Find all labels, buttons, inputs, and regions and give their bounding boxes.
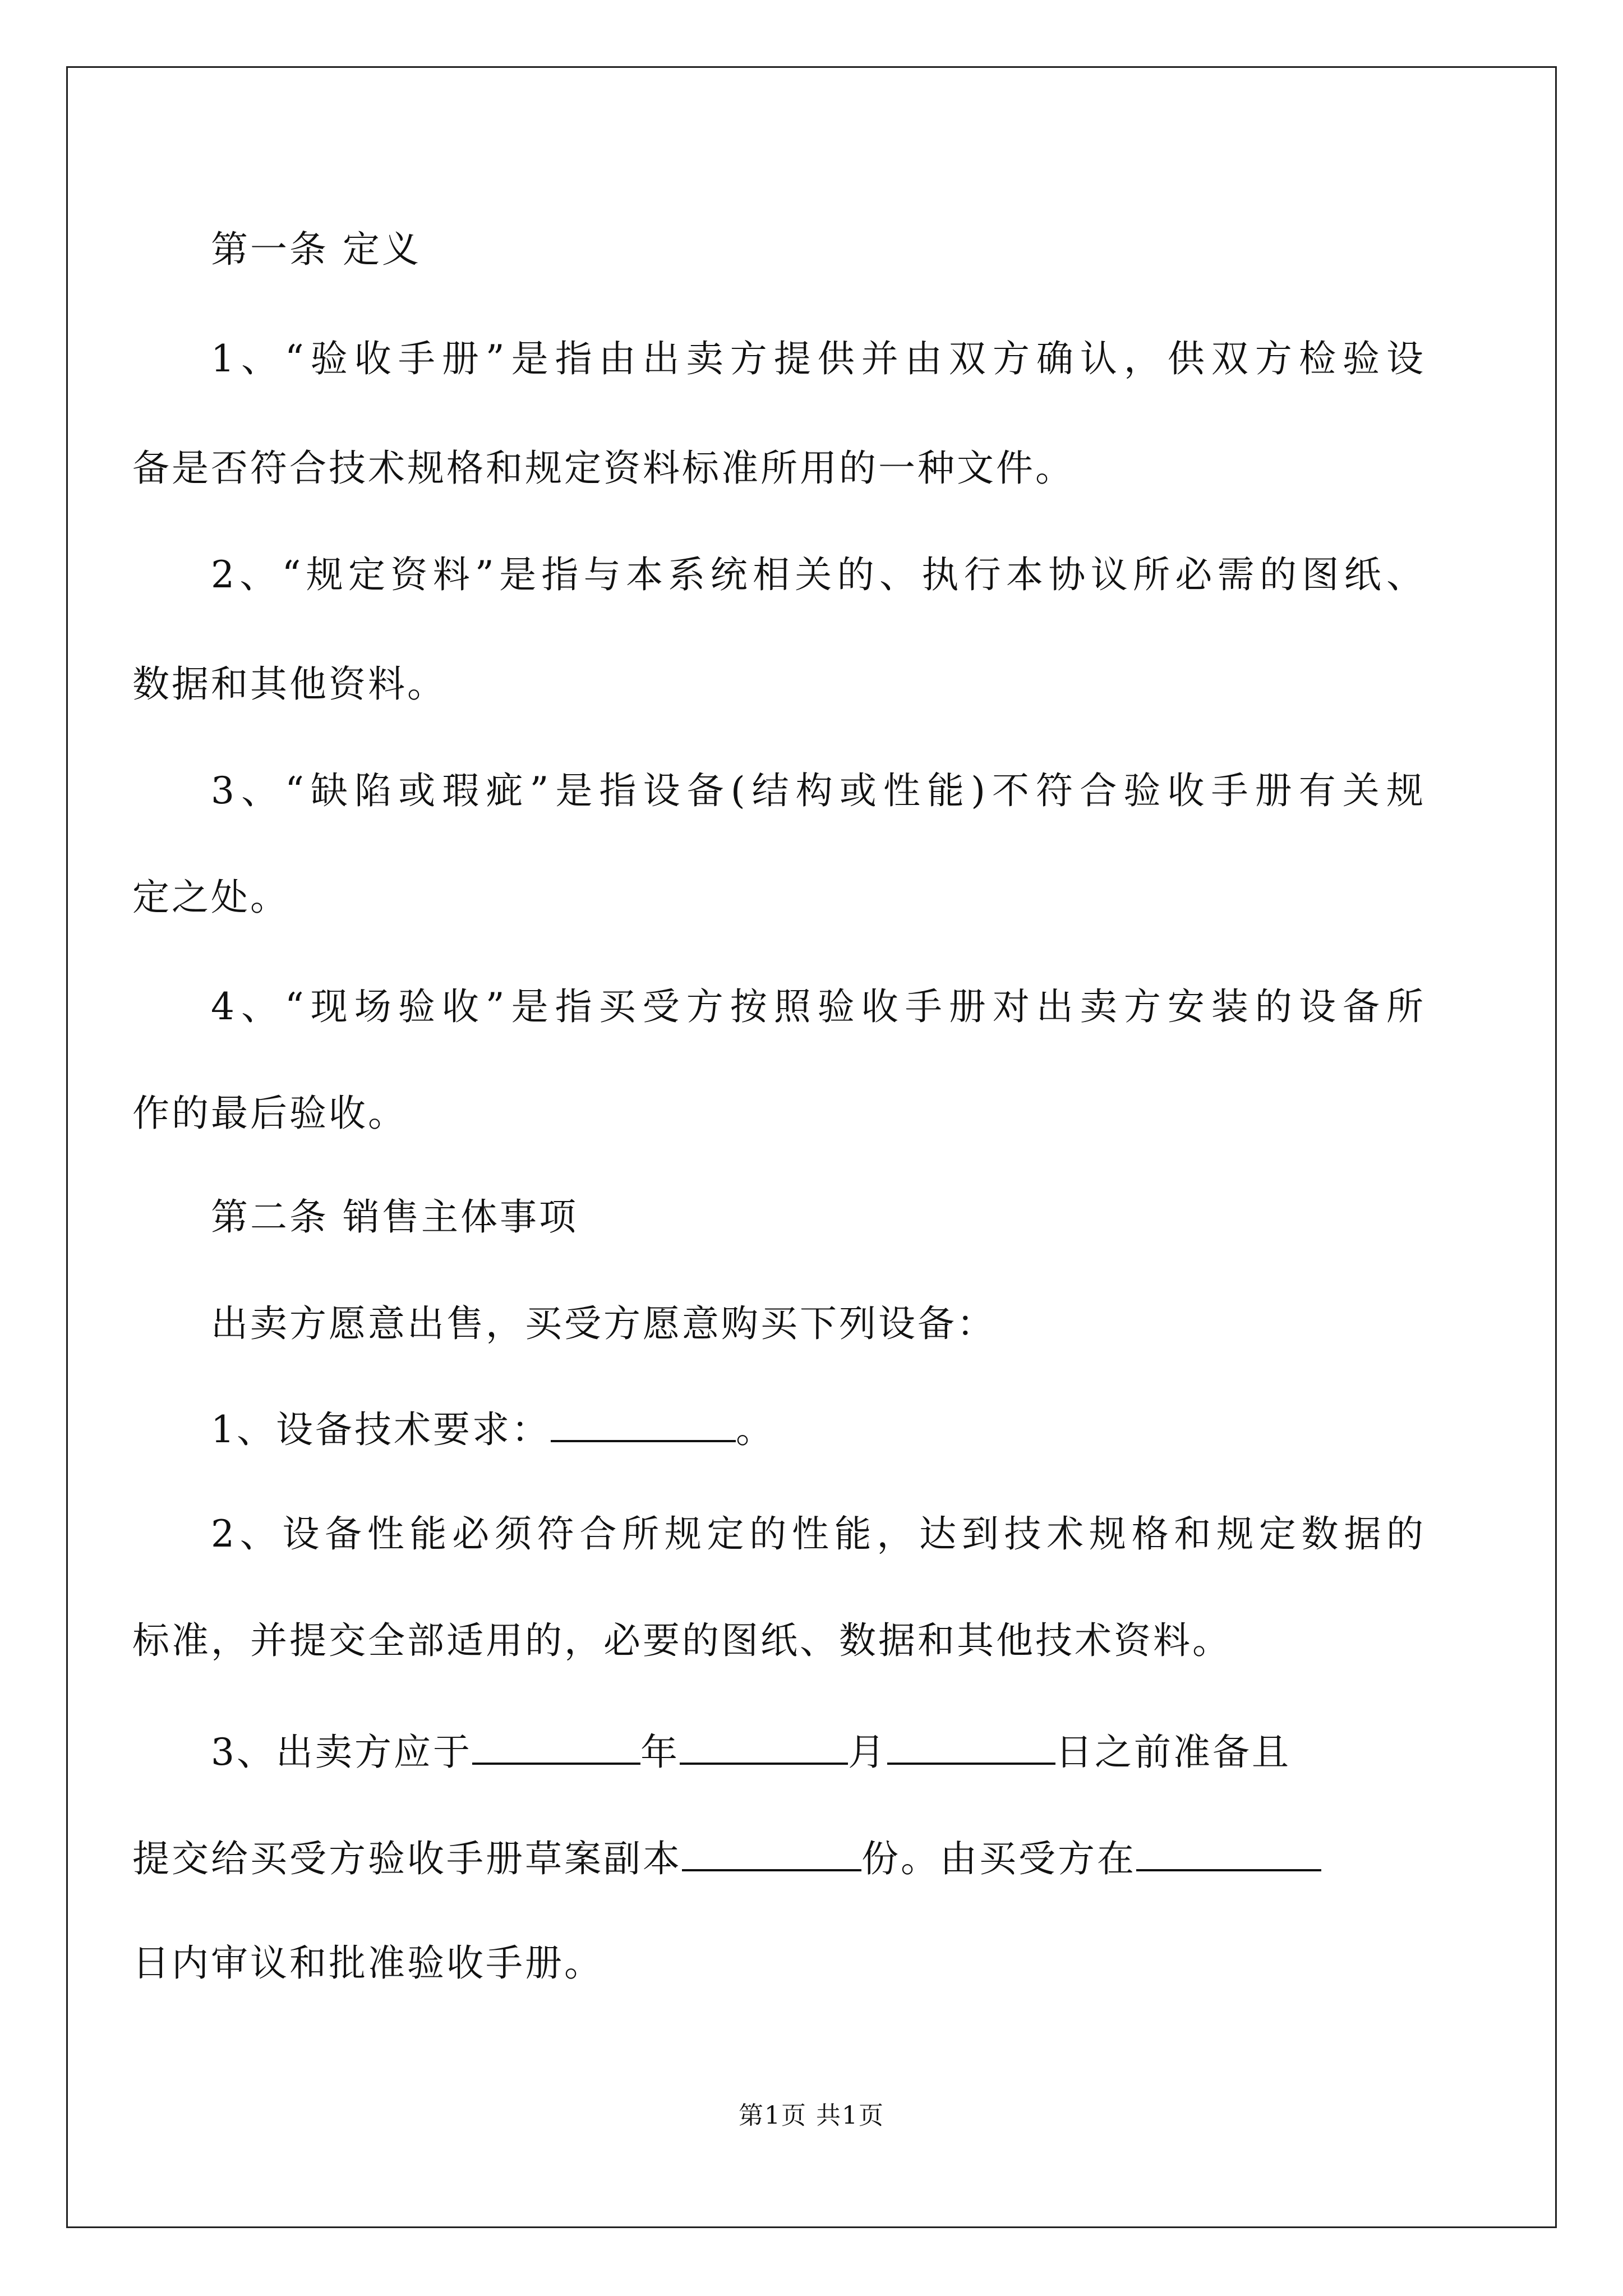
copies-fill-blank[interactable]: [682, 1834, 861, 1871]
article-1-item-4-line-2: 作的最后验收。: [132, 1092, 407, 1135]
page-number-footer: 第1页 共1页: [739, 2101, 884, 2130]
item-3-line-2-text-a: 提交给买受方验收手册草案副本: [132, 1837, 682, 1880]
article-1-item-3-line-2: 定之处。: [132, 876, 289, 919]
days-fill-blank[interactable]: [1136, 1834, 1321, 1871]
article-2-item-2-line-2: 标准，并提交全部适用的，必要的图纸、数据和其他技术资料。: [132, 1619, 1232, 1662]
article-1-item-1-line-2: 备是否符合技术规格和规定资料标准所用的一种文件。: [132, 447, 1075, 490]
article-2-item-3-line-2: [132, 1834, 1426, 1879]
article-1-item-2-line-2: 数据和其他资料。: [132, 662, 446, 706]
item-3-prefix: 3、出卖方应于: [211, 1731, 472, 1774]
article-2-heading: 第二条 销售主体事项: [211, 1195, 578, 1239]
month-label: 月: [848, 1731, 887, 1774]
year-fill-blank[interactable]: [472, 1728, 640, 1765]
article-2-item-1-suffix: 。: [736, 1408, 775, 1451]
article-2-intro: 出卖方愿意出售，买受方愿意购买下列设备：: [211, 1302, 996, 1345]
article-1-item-1-line-1: 1、“验收手册”是指由出卖方提供并由双方确认，供双方检验设: [211, 337, 1426, 380]
year-label: 年: [640, 1731, 680, 1774]
day-label-rest: 日之前准备且: [1055, 1731, 1291, 1774]
article-2-item-2-line-1: 2、设备性能必须符合所规定的性能，达到技术规格和规定数据的: [211, 1512, 1426, 1556]
article-2-item-3-line-3: 日内审议和批准验收手册。: [132, 1941, 603, 1985]
article-1-item-3-line-1: 3、“缺陷或瑕疵”是指设备(结构或性能)不符合验收手册有关规: [211, 769, 1426, 812]
article-2-item-3-line-1: [132, 1728, 1426, 1773]
article-1-heading: 第一条 定义: [211, 228, 421, 271]
document-body: [132, 0, 1426, 2296]
article-2-item-1-prefix: 1、设备技术要求：: [211, 1408, 551, 1451]
day-fill-blank[interactable]: [887, 1728, 1055, 1765]
item-3-line-2-text-b: 份。由买受方在: [861, 1837, 1136, 1880]
month-fill-blank[interactable]: [680, 1728, 848, 1765]
item-1-fill-blank[interactable]: [551, 1405, 736, 1442]
article-2-item-1: [132, 1405, 1426, 1450]
article-1-item-2-line-1: 2、“规定资料”是指与本系统相关的、执行本协议所必需的图纸、: [211, 553, 1426, 596]
article-1-item-4-line-1: 4、“现场验收”是指买受方按照验收手册对出卖方安装的设备所: [211, 985, 1426, 1028]
